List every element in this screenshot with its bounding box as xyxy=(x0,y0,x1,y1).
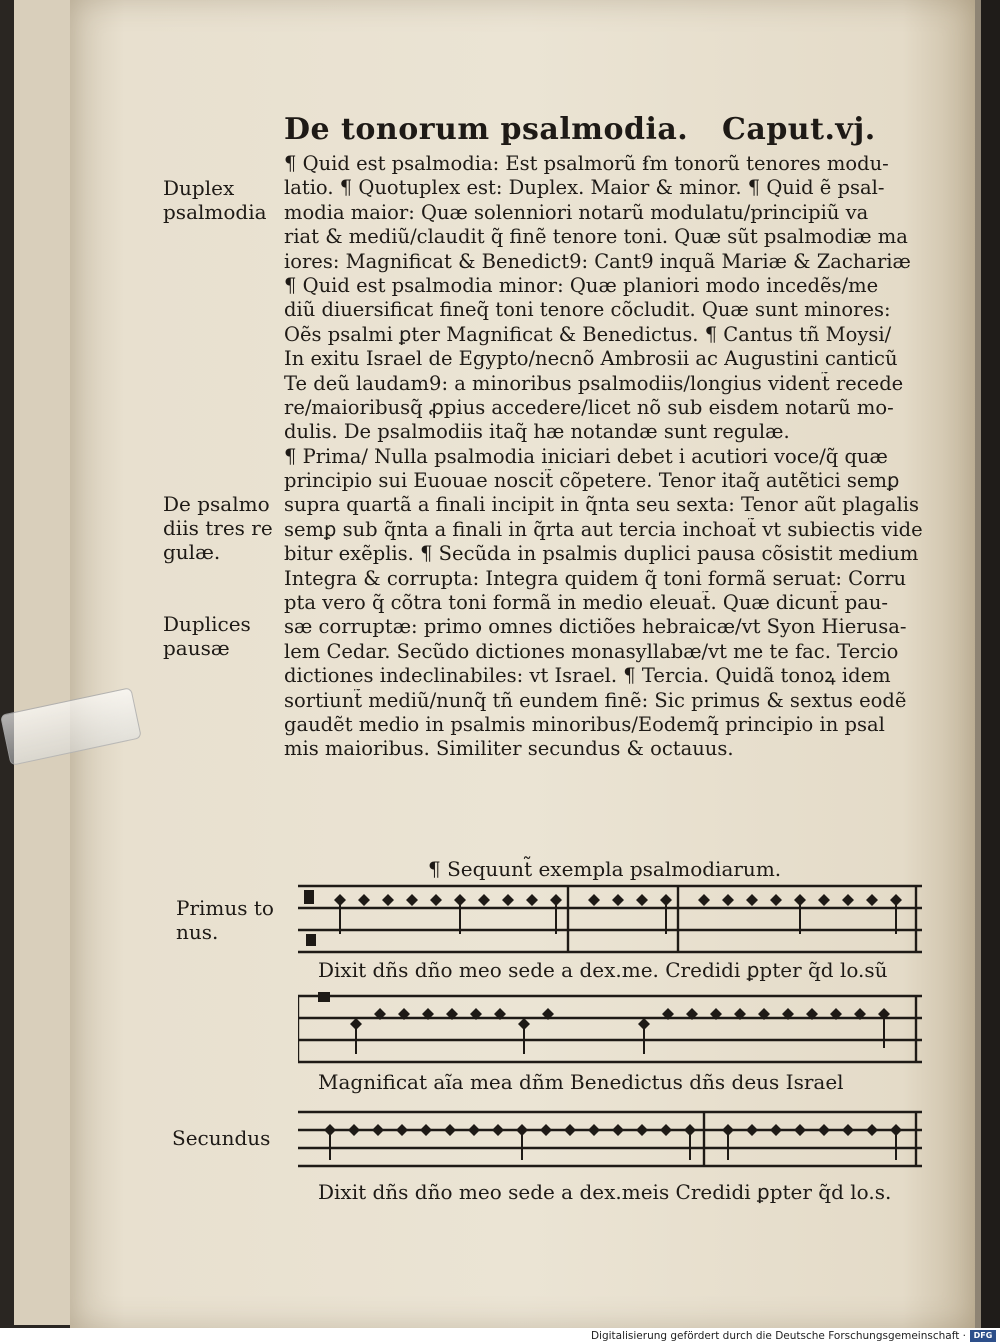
text-line: gaudẽt medio in psalmis minoribus/Eodemq̃ principio in psal xyxy=(284,712,885,736)
text-line: Te deũ laudam9: a minoribus psalmodiis/longius vident̃ recede xyxy=(284,371,904,395)
music-staff-2 xyxy=(298,992,922,1066)
text-line: bitur exẽplis. ¶ Secũda in psalmis duplici pausa cõsistit medium xyxy=(284,542,919,566)
text-line: supra quartã a finali incipit in q̃nta seu sexta: Tenor aũt plagalis xyxy=(284,493,920,517)
text-line: semꝑ sub q̃nta a finali in q̃rta aut tercia inchoat̃ vt subiectis vide xyxy=(284,517,923,541)
text-line: dictiones indeclinabiles: vt Israel. ¶ Tercia. Quidã tonoꝝ idem xyxy=(284,664,891,688)
chapter-heading-title: De tonorum psalmodia. xyxy=(284,112,689,147)
margin-note-duplex: Duplex psalmodia xyxy=(163,176,267,224)
text-line: riat & mediũ/claudit q̃ finẽ tenore toni. Quæ sũt psalmodiæ ma xyxy=(284,225,908,249)
margin-note-secundus: Secundus xyxy=(172,1126,271,1150)
margin-note-primus: Primus to nus. xyxy=(176,896,274,944)
examples-heading: ¶ Sequunt̃ exempla psalmodiarum. xyxy=(428,857,782,881)
chapter-heading-number: Caput.vj. xyxy=(722,112,876,147)
staff-2-notation xyxy=(298,992,922,1066)
lyric-line-2: Magnificat aĩa mea dñm Benedictus dñs deus Israel xyxy=(318,1070,844,1094)
footer-credit: Digitalisierung gefördert durch die Deutsche Forschungsgemeinschaft · xyxy=(590,1330,966,1342)
text-line: In exitu Israel de Egypto/necnõ Ambrosii ac Augustini canticũ xyxy=(284,347,898,371)
text-line: iores: Magnificat & Benedict9: Cant9 inquã Mariæ & Zachariæ xyxy=(284,249,911,273)
text-line: Oẽs psalmi ꝑter Magnificat & Benedictus. ¶ Cantus tñ Moysi/ xyxy=(284,322,892,346)
body-text xyxy=(284,152,924,762)
text-line: ¶ Quid est psalmodia minor: Quæ planiori modo incedẽs/me xyxy=(284,273,879,297)
music-staff-3 xyxy=(298,1106,922,1172)
text-line: modia maior: Quæ solenniori notarũ modulatu/principiũ va xyxy=(284,200,869,224)
text-line: sæ corruptæ: primo omnes dictiões hebraicæ/vt Syon Hierusa- xyxy=(284,615,907,639)
text-line: latio. ¶ Quotuplex est: Duplex. Maior & minor. ¶ Quid ẽ psal- xyxy=(284,176,885,200)
text-line: principio sui Euouae noscit̃ cõpetere. Tenor itaq̃ autẽtici semꝑ xyxy=(284,469,900,493)
text-line: re/maioribusq̃ ꝓpius accedere/licet nõ sub eisdem notarũ mo- xyxy=(284,395,894,419)
text-line: pta vero q̃ cõtra toni formã in medio eleuat̃. Quæ dicunt̃ pau- xyxy=(284,591,888,615)
text-line: sortiunt̃ mediũ/nunq̃ tñ eundem finẽ: Sic primus & sextus eodẽ xyxy=(284,688,907,712)
music-staff-1 xyxy=(298,882,922,956)
staff-3-notation xyxy=(298,1106,922,1172)
lyric-line-1: Dixit dñs dño meo sede a dex.me. Credidi ꝑpter q̃d lo.sũ xyxy=(318,958,888,982)
text-line: ¶ Quid est psalmodia: Est psalmorũ ẜm tonorũ tenores modu- xyxy=(284,152,889,175)
margin-note-regulae: De psalmo diis tres re gulæ. xyxy=(163,492,273,564)
facing-page-edge xyxy=(975,0,1000,1328)
text-line: dulis. De psalmodiis itaq̃ hæ notandæ sunt regulæ. xyxy=(284,420,790,444)
margin-note-pausae: Duplices pausæ xyxy=(163,612,251,660)
lyric-line-3: Dixit dñs dño meo sede a dex.meis Credidi ꝑpter q̃d lo.s. xyxy=(318,1180,892,1204)
dfg-logo: DFG xyxy=(970,1330,996,1342)
text-line: ¶ Prima/ Nulla psalmodia iniciari debet i acutiori voce/q̃ quæ xyxy=(284,444,888,468)
staff-1-notation xyxy=(298,882,922,956)
text-line: mis maioribus. Similiter secundus & octauus. xyxy=(284,737,734,761)
text-line: Integra & corrupta: Integra quidem q̃ toni formã seruat: Corru xyxy=(284,566,907,590)
text-line: diũ diuersificat fineq̃ toni tenore cõcludit. Quæ sunt minores: xyxy=(284,298,891,322)
text-line: lem Cedar. Secũdo dictiones monasyllabæ/vt me te fac. Tercio xyxy=(284,639,899,663)
